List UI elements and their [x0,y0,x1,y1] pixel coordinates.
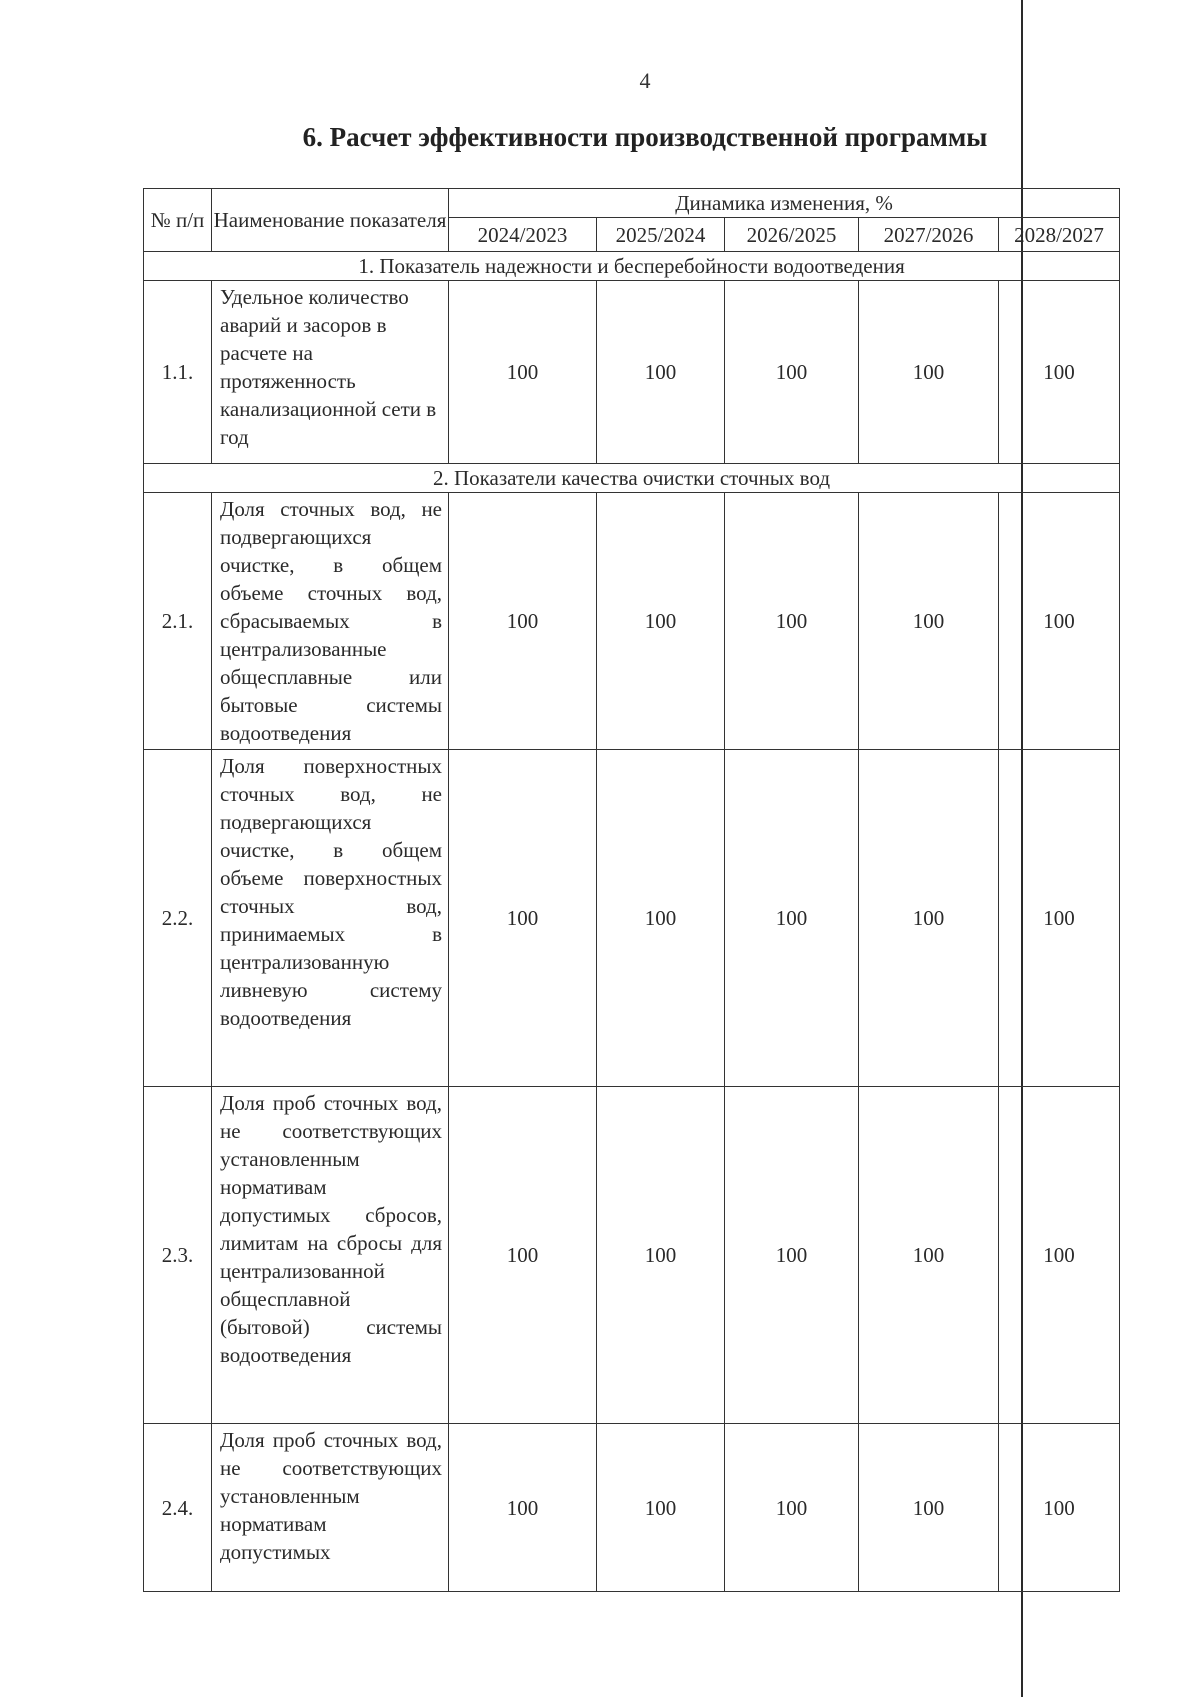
value-cell: 100 [597,750,725,1087]
value-cell: 100 [449,493,597,750]
page-title: 6. Расчет эффективности производственной программы [302,122,988,152]
value-cell: 100 [999,281,1120,464]
value-cell: 100 [449,1424,597,1592]
value-cell: 100 [449,1087,597,1424]
value-cell: 100 [999,750,1120,1087]
value-cell: 100 [449,281,597,464]
section-row [144,464,1120,493]
value-cell: 100 [725,493,859,750]
row-number: 2.4. [144,1424,212,1592]
value-cell: 100 [999,1087,1120,1424]
value-cell: 100 [725,1424,859,1592]
header-year: 2025/2024 [597,218,725,252]
value-cell: 100 [449,750,597,1087]
value-cell: 100 [725,281,859,464]
value-cell: 100 [597,1424,725,1592]
value-cell: 100 [725,1087,859,1424]
value-cell: 100 [597,281,725,464]
value-cell: 100 [859,493,999,750]
value-cell: 100 [859,1424,999,1592]
indicator-name: Доля сточных вод, не подвергающихся очистке, в общем объеме сточных вод, сбрасываемых в централизованные общесплавные или бытовые системы водоотведения [212,493,449,750]
header-year: 2024/2023 [449,218,597,252]
table-row [144,750,1120,1087]
value-cell: 100 [725,750,859,1087]
section-title: 2. Показатели качества очистки сточных вод [144,464,1120,493]
table-row [144,1424,1120,1592]
section-row [144,252,1120,281]
value-cell: 100 [999,493,1120,750]
row-number: 2.1. [144,493,212,750]
efficiency-table [143,188,1120,1592]
value-cell: 100 [859,281,999,464]
header-year: 2028/2027 [999,218,1120,252]
indicator-name: Доля проб сточных вод, не соответствующих установленным нормативам допустимых [212,1424,449,1592]
table-row [144,1087,1120,1424]
value-cell: 100 [999,1424,1120,1592]
indicator-name: Доля проб сточных вод, не соответствующих установленным нормативам допустимых сбросов, лимитам на сбросы для централизованной общесплавной (бытовой) системы водоотведения [212,1087,449,1424]
row-number: 1.1. [144,281,212,464]
table-row [144,493,1120,750]
header-num: № п/п [144,189,212,252]
row-number: 2.3. [144,1087,212,1424]
value-cell: 100 [859,1087,999,1424]
value-cell: 100 [859,750,999,1087]
value-cell: 100 [597,1087,725,1424]
row-number: 2.2. [144,750,212,1087]
table-row [144,281,1120,464]
header-name: Наименование показателя [212,189,449,252]
page-number: 4 [639,68,651,93]
header-year: 2026/2025 [725,218,859,252]
header-year: 2027/2026 [859,218,999,252]
header-dynamics: Динамика изменения, % [449,189,1120,218]
indicator-name: Доля поверхностных сточных вод, не подвергающихся очистке, в общем объеме поверхностных сточных вод, принимаемых в централизованную ливневую систему водоотведения [212,750,449,1087]
section-title: 1. Показатель надежности и бесперебойности водоотведения [144,252,1120,281]
value-cell: 100 [597,493,725,750]
indicator-name: Удельное количество аварий и засоров в расчете на протяженность канализационной сети в год [212,281,449,464]
